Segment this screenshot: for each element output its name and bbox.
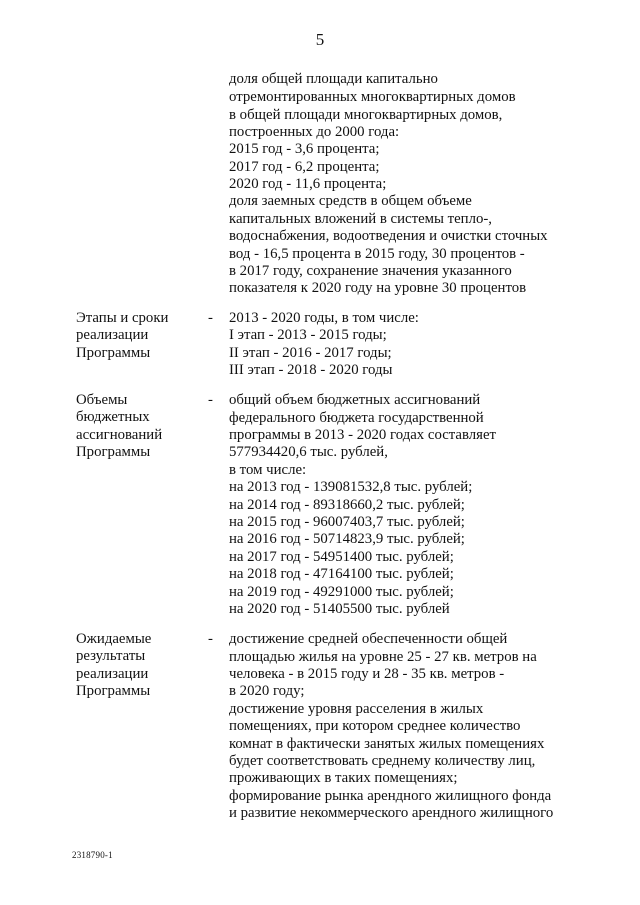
label-line: Программы <box>76 344 151 361</box>
intro-line: доля заемных средств в общем объеме <box>229 193 472 209</box>
label-line: реализации <box>76 665 149 682</box>
intro-line: 2017 год - 6,2 процента; <box>229 159 380 175</box>
budget-line: федерального бюджета государственной <box>229 410 484 426</box>
budget-line: 577934420,6 тыс. рублей, <box>229 444 388 460</box>
budget-year-line: на 2020 год - 51405500 тыс. рублей <box>229 601 450 617</box>
results-line: будет соответствовать среднему количеству лиц, <box>229 753 536 769</box>
budget-year-line: на 2017 год - 54951400 тыс. рублей; <box>229 549 454 565</box>
results-line: формирование рынка арендного жилищного фонда <box>229 788 552 804</box>
intro-line: вод - 16,5 процента в 2015 году, 30 процентов - <box>229 246 525 262</box>
results-line: комнат в фактически занятых жилых помещениях <box>229 736 545 752</box>
budget-year-line: на 2016 год - 50714823,9 тыс. рублей; <box>229 531 465 547</box>
label-line: реализации <box>76 327 149 344</box>
label-line: бюджетных <box>76 409 150 426</box>
results-line: человека - в 2015 году и 28 - 35 кв. метров - <box>229 666 505 682</box>
label-line: Ожидаемые <box>76 631 152 647</box>
intro-line: 2015 год - 3,6 процента; <box>229 141 380 157</box>
results-line: помещениях, при котором среднее количество <box>229 718 521 734</box>
section-dash: - <box>208 392 213 408</box>
label-line: Объемы <box>76 392 128 408</box>
results-line: площадью жилья на уровне 25 - 27 кв. метров на <box>229 649 537 665</box>
page-number: 5 <box>315 30 325 49</box>
results-line: достижение средней обеспеченности общей <box>229 631 508 647</box>
intro-line: в 2017 году, сохранение значения указанного <box>229 263 512 279</box>
results-line: проживающих в таких помещениях; <box>229 770 458 786</box>
budget-year-line: на 2018 год - 47164100 тыс. рублей; <box>229 566 454 582</box>
budget-line: в том числе: <box>229 462 307 478</box>
section-dash: - <box>208 310 213 326</box>
intro-line: 2020 год - 11,6 процента; <box>229 176 387 192</box>
results-line: и развитие некоммерческого арендного жилищного <box>229 805 554 821</box>
intro-line: водоснабжения, водоотведения и очистки сточных <box>229 228 548 244</box>
label-line: ассигнований <box>76 426 163 443</box>
stages-line: III этап - 2018 - 2020 годы <box>229 362 393 378</box>
section-label-stages <box>76 310 196 362</box>
section-label-budget <box>76 392 196 461</box>
intro-line: в общей площади многоквартирных домов, <box>229 107 503 123</box>
results-line: в 2020 году; <box>229 683 305 699</box>
budget-line: программы в 2013 - 2020 годах составляет <box>229 427 497 443</box>
label-line: Программы <box>76 443 151 460</box>
budget-year-line: на 2013 год - 139081532,8 тыс. рублей; <box>229 479 473 495</box>
label-line: результаты <box>76 648 146 665</box>
results-line: достижение уровня расселения в жилых <box>229 701 484 717</box>
budget-year-line: на 2019 год - 49291000 тыс. рублей; <box>229 584 454 600</box>
intro-line: построенных до 2000 года: <box>229 124 400 140</box>
intro-line: показателя к 2020 году на уровне 30 процентов <box>229 280 527 296</box>
document-id: 2318790-1 <box>72 850 113 860</box>
stages-line: II этап - 2016 - 2017 годы; <box>229 345 392 361</box>
label-line: Программы <box>76 682 151 699</box>
intro-line: отремонтированных многоквартирных домов <box>229 89 516 105</box>
stages-line: I этап - 2013 - 2015 годы; <box>229 327 387 343</box>
label-line: Этапы и сроки <box>76 310 169 326</box>
intro-line: доля общей площади капитально <box>229 71 438 87</box>
intro-line: капитальных вложений в системы тепло-, <box>229 211 493 227</box>
budget-line: общий объем бюджетных ассигнований <box>229 392 481 408</box>
stages-line: 2013 - 2020 годы, в том числе: <box>229 310 419 326</box>
section-label-results <box>76 631 196 700</box>
budget-year-line: на 2014 год - 89318660,2 тыс. рублей; <box>229 497 465 513</box>
section-dash: - <box>208 631 213 647</box>
budget-year-line: на 2015 год - 96007403,7 тыс. рублей; <box>229 514 465 530</box>
